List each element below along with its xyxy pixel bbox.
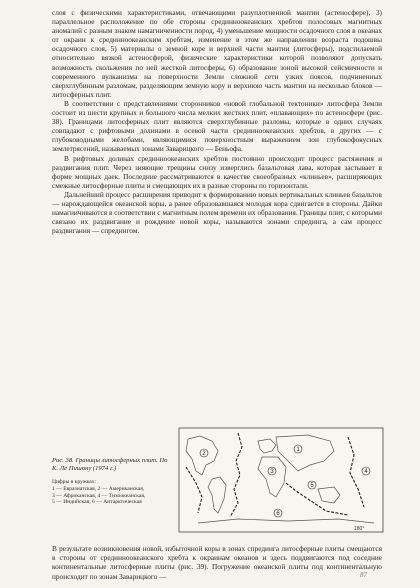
body-text <box>52 8 382 235</box>
svg-text:2: 2 <box>202 451 206 457</box>
figure-legend <box>52 479 172 506</box>
svg-text:6: 6 <box>276 511 280 517</box>
svg-text:5: 5 <box>310 483 314 489</box>
figure-caption <box>52 457 172 506</box>
paragraph: В соответствии с представлениями сторонников «новой глобальной тектоники» литосфера Земли состоит из шести крупных и большого числа мелких жестких плит, «плавающих» по астеносфере (рис. 38). Границами литосферных плит являются сверхглубинные разломы, которые в одних случаях совпадают с рифтовыми долинами в осевой части срединноокеанских хребтов, в других — с глубоководными желобами, являющимися поверхностным выражением зон глубокофокусных землетрясений, называемых зонами Заварицкого — Беньофа. <box>52 98 382 154</box>
axis-label: 180° <box>354 526 365 532</box>
map-frame <box>179 428 383 532</box>
svg-text:1: 1 <box>296 447 300 453</box>
svg-text:4: 4 <box>364 469 368 475</box>
caption-text: Рис. 38. Границы литосферных плит. По К. Ле Пишону (1974 г.) <box>52 457 168 472</box>
legend-title: Цифры в кружках: <box>52 479 97 485</box>
legend-item: 3 — Африканская, 4 — Тихоокеанская, <box>52 492 146 499</box>
page-number: 87 <box>360 571 367 579</box>
legend-item: 1 — Евразиатская, 2 — Американская, <box>52 485 145 492</box>
paragraph: В рифтовых долинах срединноокеанских хребтов постоянно происходит процесс растяжения и раздвигания плит. Через зияющие трещины снизу изверглись базальтовая лава, которая застывает в форме мощных даек. Последние рассматриваются в качестве своеобразных «клиньев», расширяющих смежные литосферные плиты и смещающих их в разные стороны по горизонтали. <box>52 153 382 190</box>
paragraph: В результате возникновения новой, избыточной коры в зонах спрединга литосферные плиты смещаются в стороны от срединноокеанского хребта к окраинам океанов и здесь поддвигаются под соседние континентальные литосферные плиты (рис. 39). Погружение океанской плиты под континентальную происходит по зонам Заварицкого — <box>52 544 382 581</box>
plate-boundaries-map <box>178 427 384 533</box>
body-text-continued <box>52 537 382 588</box>
paragraph: Дальнейший процесс расширения приводит к формированию новых вертикальных клиньев базальтов — нарождающейся океанской коры, а ранее образовавшаяся молодая кора сдвигается в стороны. Дайки намагничиваются в соответствии с магнитным полем времени их образования. Границы плит, с которыми связано их раздвигание и рождение новой коры, называются зонами спрединга, а сам процесс раздвигания — спредингом. <box>52 189 382 236</box>
paragraph: слоя с физическими характеристиками, отвечающими разуплотненной мантии (астеносфере), 3) параллельное расположение по обе стороны срединноокеанских хребтов полосовых магнитных аномалий с разным знаком намагниченности пород, 4) уменьшение мощности осадочного слоя в океанах от окраин к срединноокеанским хребтам, изменение в этом же направлении возраста подошвы осадочного слоя, 5) материалы о земной коре и верхней части мантии (литосферы), подстилаемой относительно вязкой астеносферой, физические характеристики которой позволяют допускать возможность скольжения по ней жесткой литосферы, 6) образование зоной высокой сейсмичности и современного вулканизма на поверхности Земли сложной сети узких поясов, подчиненных сверхглубинным разломам, разделяющим земную кору и верхнюю часть мантии на несколько блоков — литосферных плит. <box>52 8 382 99</box>
legend-item: 5 — Индийская, 6 — Антарктическая <box>52 499 142 506</box>
svg-text:3: 3 <box>270 469 274 475</box>
